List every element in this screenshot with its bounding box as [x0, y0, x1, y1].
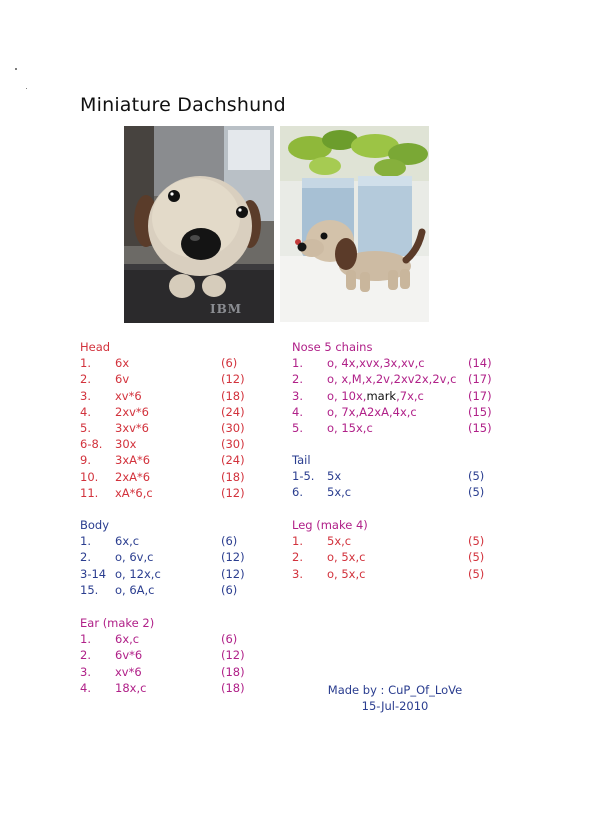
row-stitch-count: (18) — [221, 469, 245, 484]
row-number: 2. — [292, 372, 303, 387]
dog-full-image — [280, 126, 429, 322]
dog-closeup-image — [124, 126, 274, 323]
row-number: 3. — [292, 566, 303, 581]
row-stitch-count: (6) — [221, 582, 238, 597]
row-instruction: o, 5x,c — [327, 566, 366, 581]
head-row — [80, 420, 245, 436]
row-number: 2. — [80, 372, 91, 387]
scan-speck — [15, 68, 17, 70]
head-rows — [80, 355, 245, 501]
head-section-title: Head — [80, 340, 111, 354]
row-instruction: 2xv*6 — [115, 404, 149, 419]
leg-section — [292, 517, 485, 582]
tail-section — [292, 452, 485, 501]
row-number: 3-14 — [80, 566, 107, 581]
head-row — [80, 485, 245, 501]
ear-section — [80, 615, 245, 696]
row-number: 1-5. — [292, 469, 315, 484]
nose-row — [292, 404, 492, 420]
leg-row — [292, 533, 485, 549]
row-number: 6. — [292, 485, 303, 500]
row-stitch-count: (12) — [221, 550, 245, 565]
nose-row — [292, 388, 492, 404]
row-stitch-count: (12) — [221, 566, 245, 581]
tail-row — [292, 484, 485, 500]
leg-row — [292, 566, 485, 582]
row-stitch-count: (30) — [221, 420, 245, 435]
row-number: 2. — [80, 550, 91, 565]
row-number: 2. — [292, 550, 303, 565]
page-title: Miniature Dachshund — [80, 94, 286, 116]
row-instruction: o, 4x,xvx,3x,xv,c — [327, 356, 425, 371]
head-row — [80, 388, 245, 404]
row-number: 3. — [80, 388, 91, 403]
nose-section — [292, 339, 492, 436]
row-stitch-count: (17) — [468, 372, 492, 387]
row-number: 10. — [80, 469, 99, 484]
row-number: 15. — [80, 582, 99, 597]
row-number: 2. — [80, 648, 91, 663]
row-instruction: 6x,c — [115, 534, 140, 549]
body-row — [80, 533, 238, 549]
row-stitch-count: (18) — [221, 680, 245, 695]
nose-rows — [292, 355, 492, 436]
nose-row — [292, 371, 492, 387]
head-section — [80, 339, 245, 501]
instruction-part: ,7x,c — [396, 388, 424, 403]
row-number: 4. — [292, 404, 303, 419]
ibm-logo: IBM — [210, 302, 243, 316]
row-number: 1. — [292, 534, 303, 549]
row-instruction: o, 12x,c — [115, 566, 161, 581]
row-instruction: xv*6 — [115, 664, 142, 679]
ear-row — [80, 680, 245, 696]
row-instruction: o, 7x,A2xA,4x,c — [327, 404, 417, 419]
row-stitch-count: (12) — [221, 372, 245, 387]
tail-section-title: Tail — [292, 453, 311, 467]
head-row — [80, 371, 245, 387]
row-number: 3. — [292, 388, 303, 403]
row-number: 5. — [292, 420, 303, 435]
row-instruction — [327, 388, 424, 404]
row-instruction: 6v*6 — [115, 648, 143, 663]
row-instruction: 6v — [115, 372, 130, 387]
row-number: 1. — [80, 632, 91, 647]
nose-section-title: Nose 5 chains — [292, 340, 373, 354]
instruction-mark: mark — [366, 388, 397, 403]
head-row — [80, 452, 245, 468]
row-number: 4. — [80, 404, 91, 419]
head-row — [80, 355, 238, 371]
row-stitch-count: (12) — [221, 485, 245, 500]
row-instruction: o, 15x,c — [327, 420, 373, 435]
row-instruction: 5x — [327, 469, 342, 484]
row-stitch-count: (24) — [221, 404, 245, 419]
row-stitch-count: (5) — [468, 550, 485, 565]
credit-made-by: Made by : CuP_Of_LoVe — [327, 683, 463, 697]
scan-speck — [26, 88, 27, 89]
row-instruction: 5x,c — [327, 534, 352, 549]
ear-row — [80, 664, 245, 680]
row-stitch-count: (15) — [468, 420, 492, 435]
row-stitch-count: (18) — [221, 664, 245, 679]
row-stitch-count: (6) — [221, 534, 238, 549]
row-stitch-count: (5) — [468, 534, 485, 549]
body-section-title: Body — [80, 518, 110, 532]
row-instruction: 30x — [115, 437, 137, 452]
row-instruction: 6x — [115, 356, 130, 371]
row-instruction: o, 6A,c — [115, 582, 155, 597]
ear-row — [80, 631, 238, 647]
row-instruction: o, 6v,c — [115, 550, 154, 565]
row-number: 3. — [80, 664, 91, 679]
row-instruction: 6x,c — [115, 632, 140, 647]
row-stitch-count: (5) — [468, 485, 485, 500]
ear-rows — [80, 631, 245, 696]
row-stitch-count: (14) — [468, 356, 492, 371]
head-row — [80, 469, 245, 485]
row-number: 5. — [80, 420, 91, 435]
row-number: 11. — [80, 485, 99, 500]
row-stitch-count: (5) — [468, 469, 485, 484]
photo-dog-full — [280, 126, 429, 322]
body-section — [80, 517, 245, 598]
row-instruction: xv*6 — [115, 388, 142, 403]
row-instruction: 2xA*6 — [115, 469, 151, 484]
row-number: 1. — [292, 356, 303, 371]
row-instruction: 3xA*6 — [115, 453, 151, 468]
row-stitch-count: (15) — [468, 404, 492, 419]
nose-row — [292, 420, 492, 436]
tail-row — [292, 468, 485, 484]
instruction-part: o, 10x, — [327, 388, 367, 403]
row-instruction: o, 5x,c — [327, 550, 366, 565]
leg-rows — [292, 533, 485, 582]
body-rows — [80, 533, 245, 598]
row-stitch-count: (18) — [221, 388, 245, 403]
row-number: 9. — [80, 453, 91, 468]
row-instruction: 18x,c — [115, 680, 147, 695]
row-stitch-count: (6) — [221, 632, 238, 647]
row-number: 1. — [80, 534, 91, 549]
row-stitch-count: (12) — [221, 648, 245, 663]
row-number: 6-8. — [80, 437, 103, 452]
row-instruction: xA*6,c — [115, 485, 153, 500]
row-stitch-count: (6) — [221, 356, 238, 371]
row-stitch-count: (17) — [468, 388, 492, 403]
body-row — [80, 582, 238, 598]
ear-row — [80, 647, 245, 663]
head-row — [80, 404, 245, 420]
row-instruction: o, x,M,x,2v,2xv2x,2v,c — [327, 372, 457, 387]
nose-row — [292, 355, 492, 371]
row-number: 1. — [80, 356, 91, 371]
tail-rows — [292, 468, 485, 500]
head-row — [80, 436, 245, 452]
body-row — [80, 566, 245, 582]
photo-dog-closeup — [124, 126, 274, 323]
row-stitch-count: (5) — [468, 566, 485, 581]
credit-date: 15-Jul-2010 — [361, 699, 429, 713]
leg-row — [292, 549, 485, 565]
row-stitch-count: (24) — [221, 453, 245, 468]
row-number: 4. — [80, 680, 91, 695]
row-stitch-count: (30) — [221, 437, 245, 452]
row-instruction: 5x,c — [327, 485, 352, 500]
row-instruction: 3xv*6 — [115, 420, 149, 435]
body-row — [80, 549, 245, 565]
ear-section-title: Ear (make 2) — [80, 616, 155, 630]
leg-section-title: Leg (make 4) — [292, 518, 368, 532]
